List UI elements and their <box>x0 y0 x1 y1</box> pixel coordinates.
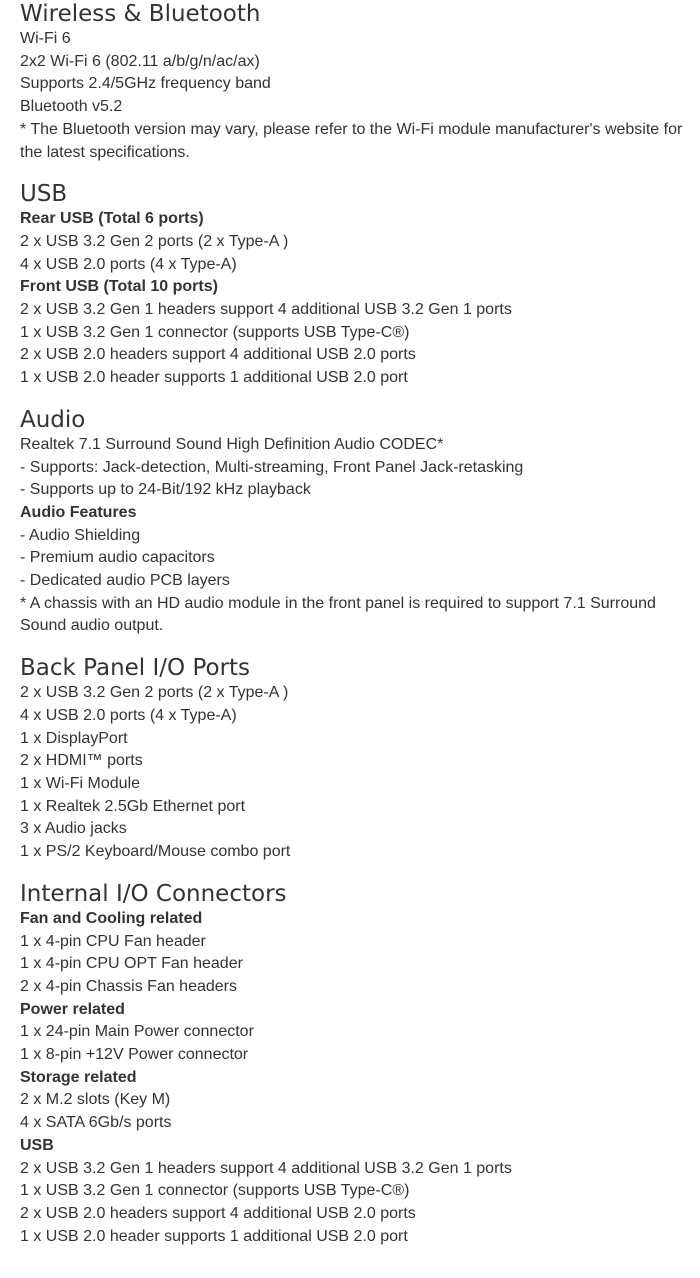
spec-line: 2 x USB 3.2 Gen 1 headers support 4 additional USB 3.2 Gen 1 ports <box>20 1159 512 1177</box>
spec-section <box>20 180 696 390</box>
sub-heading: USB <box>20 1136 54 1154</box>
spec-line: - Premium audio capacitors <box>20 549 215 567</box>
spec-line: 1 x 4-pin CPU Fan header <box>20 932 206 950</box>
spec-line: 2 x USB 3.2 Gen 1 headers support 4 additional USB 3.2 Gen 1 ports <box>20 301 512 319</box>
footnote: * A chassis with an HD audio module in the front panel is required to support 7.1 Surround Sound audio output. <box>20 594 656 635</box>
spec-line: Wi-Fi 6 <box>20 30 71 47</box>
spec-line: 1 x DisplayPort <box>20 729 128 747</box>
spec-line: Realtek 7.1 Surround Sound High Definition Audio CODEC* <box>20 435 444 453</box>
spec-section <box>20 880 696 1249</box>
spec-line: 2 x USB 3.2 Gen 2 ports (2 x Type-A ) <box>20 232 289 250</box>
spec-line: 1 x 24-pin Main Power connector <box>20 1023 254 1041</box>
spec-line: 2 x 4-pin Chassis Fan headers <box>20 977 237 995</box>
section-title: Back Panel I/O Ports <box>20 655 251 682</box>
sub-heading: Audio Features <box>20 503 137 521</box>
spec-line: 3 x Audio jacks <box>20 820 127 838</box>
spec-line: Bluetooth v5.2 <box>20 98 123 116</box>
spec-line: 1 x USB 2.0 header supports 1 additional USB 2.0 port <box>20 369 408 387</box>
spec-line: 2 x USB 2.0 headers support 4 additional USB 2.0 ports <box>20 346 416 364</box>
spec-line: - Supports up to 24-Bit/192 kHz playback <box>20 481 311 499</box>
spec-line: 4 x USB 2.0 ports (4 x Type-A) <box>20 255 237 273</box>
spec-list <box>20 0 696 1248</box>
section-gap <box>20 164 696 180</box>
spec-line: 1 x 4-pin CPU OPT Fan header <box>20 955 243 973</box>
spec-line: Supports 2.4/5GHz frequency band <box>20 75 271 93</box>
section-gap <box>20 864 696 880</box>
spec-line: 2 x HDMI™ ports <box>20 752 143 770</box>
spec-line: - Supports: Jack-detection, Multi-streaming, Front Panel Jack-retasking <box>20 458 524 476</box>
spec-line: 1 x USB 3.2 Gen 1 connector (supports USB Type-C®) <box>20 323 410 341</box>
spec-line: 1 x 8-pin +12V Power connector <box>20 1046 249 1064</box>
section-title: Internal I/O Connectors <box>20 880 287 907</box>
section-gap <box>20 390 696 406</box>
sub-heading: Front USB (Total 10 ports) <box>20 278 218 296</box>
footnote: * The Bluetooth version may vary, please refer to the Wi-Fi module manufacturer's website for the latest specifications. <box>20 120 683 161</box>
sub-heading: Fan and Cooling related <box>20 909 203 927</box>
spec-line: - Audio Shielding <box>20 526 141 544</box>
section-title: USB <box>20 181 68 208</box>
spec-section <box>20 0 696 164</box>
sub-heading: Rear USB (Total 6 ports) <box>20 210 204 228</box>
spec-section <box>20 406 696 638</box>
spec-line: 2 x M.2 slots (Key M) <box>20 1091 171 1109</box>
spec-line: 4 x SATA 6Gb/s ports <box>20 1114 172 1132</box>
spec-line: - Dedicated audio PCB layers <box>20 572 230 590</box>
section-title: Wireless & Bluetooth <box>20 1 261 27</box>
spec-section <box>20 654 696 864</box>
spec-line: 2x2 Wi-Fi 6 (802.11 a/b/g/n/ac/ax) <box>20 52 260 70</box>
spec-line: 2 x USB 3.2 Gen 2 ports (2 x Type-A ) <box>20 684 289 702</box>
spec-line: 1 x USB 3.2 Gen 1 connector (supports USB Type-C®) <box>20 1182 410 1200</box>
spec-line: 1 x Wi-Fi Module <box>20 774 141 792</box>
spec-line: 4 x USB 2.0 ports (4 x Type-A) <box>20 706 237 724</box>
sub-heading: Power related <box>20 1000 125 1018</box>
spec-line: 2 x USB 2.0 headers support 4 additional USB 2.0 ports <box>20 1204 416 1222</box>
spec-line: 1 x PS/2 Keyboard/Mouse combo port <box>20 843 291 861</box>
section-title: Audio <box>20 406 86 433</box>
section-gap <box>20 638 696 654</box>
sub-heading: Storage related <box>20 1068 137 1086</box>
spec-line: 1 x USB 2.0 header supports 1 additional USB 2.0 port <box>20 1227 408 1245</box>
spec-line: 1 x Realtek 2.5Gb Ethernet port <box>20 797 246 815</box>
